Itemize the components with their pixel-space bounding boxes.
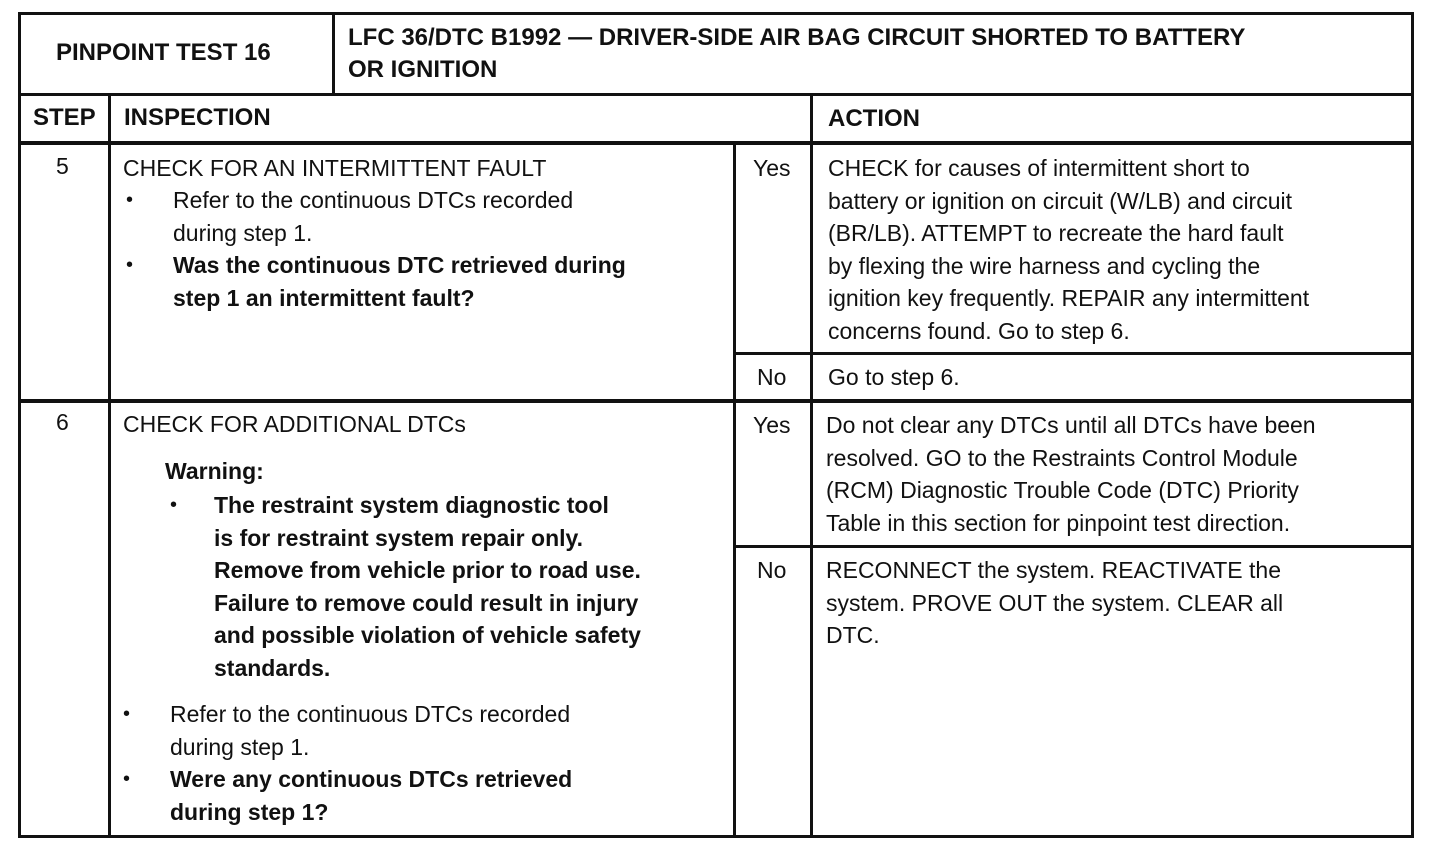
answer-yes: Yes (753, 412, 791, 438)
col-header-action: ACTION (828, 105, 920, 132)
rule-answer-col (733, 143, 736, 838)
action-no-text: Go to step 6. (828, 364, 960, 390)
step-number: 5 (56, 153, 69, 179)
test-title-line2: OR IGNITION (348, 56, 498, 83)
step-heading: CHECK FOR AN INTERMITTENT FAULT (123, 155, 547, 181)
bullet: • (170, 494, 178, 516)
step-number: 6 (56, 409, 69, 435)
warning-text: The restraint system diagnostic tool is for restraint system repair only. Remove from vehicle prior to road use. Failure to remove could result in injury and possible violation of vehicle safety standards. (214, 492, 641, 681)
answer-no: No (757, 364, 787, 390)
rule-step5-yes-no (735, 352, 1414, 355)
rule-action-col (810, 94, 813, 838)
bullet: • (126, 254, 134, 276)
action-yes-text: CHECK for causes of intermittent short to battery or ignition on circuit (W/LB) and circuit (BR/LB). ATTEMPT to recreate the hard fault by flexing the wire harness and cycling the ignition key frequently. REPAIR any intermittent concerns found. Go to step 6. (828, 155, 1310, 344)
bullet: • (123, 768, 131, 790)
test-title-line1: LFC 36/DTC B1992 — DRIVER-SIDE AIR BAG CIRCUIT SHORTED TO BATTERY (348, 24, 1246, 51)
action-yes-text: Do not clear any DTCs until all DTCs have been resolved. GO to the Restraints Control Module (RCM) Diagnostic Trouble Code (DTC) Priority Table in this section for pinpoint test direction. (826, 412, 1316, 536)
rule-header-divider (332, 12, 335, 95)
pinpoint-test-label: PINPOINT TEST 16 (56, 39, 271, 66)
rule-columns-bottom (18, 141, 1414, 145)
col-header-inspection: INSPECTION (124, 104, 271, 131)
inspection-question: Were any continuous DTCs retrieved during step 1? (170, 766, 573, 825)
rule-step-col (108, 94, 111, 838)
inspection-bullet-text: Refer to the continuous DTCs recorded during step 1. (170, 701, 571, 760)
warning-label: Warning: (165, 458, 264, 484)
bullet: • (126, 189, 134, 211)
step-heading: CHECK FOR ADDITIONAL DTCs (123, 411, 466, 437)
rule-step6-yes-no (735, 545, 1414, 548)
rule-step5-bottom (18, 399, 1414, 403)
rule-header-bottom (18, 93, 1414, 96)
answer-no: No (757, 557, 787, 583)
col-header-step: STEP (33, 104, 96, 131)
answer-yes: Yes (753, 155, 791, 181)
inspection-bullet-text: Refer to the continuous DTCs recorded during step 1. (173, 187, 574, 246)
inspection-question: Was the continuous DTC retrieved during step 1 an intermittent fault? (173, 252, 626, 311)
action-no-text: RECONNECT the system. REACTIVATE the system. PROVE OUT the system. CLEAR all DTC. (826, 557, 1284, 648)
bullet: • (123, 703, 131, 725)
